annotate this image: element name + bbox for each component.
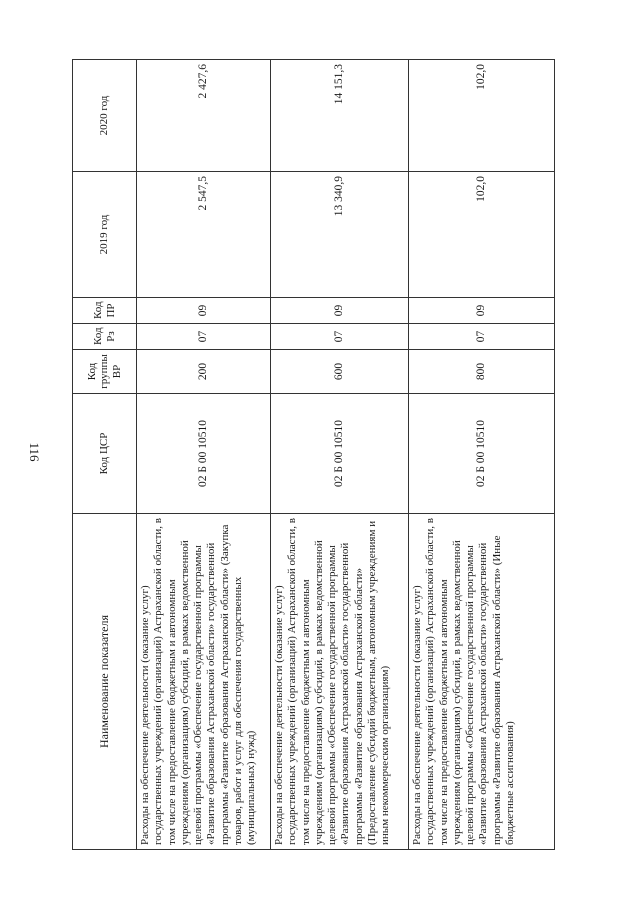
row-name: Расходы на обеспечение деятельности (оказание услуг) государственных учреждений (организаций) Астраханской области, в том числе на предоставление бюджетным и автономным учреждениям (организациям) субсидий, в рамках ведомственной целевой программы «Обеспечение государственной программы «Развитие образования Астраханской области» государственной программы «Развитие образования Астраханской области» (Иные бюджетные ассигнования) bbox=[409, 514, 555, 850]
row-2020: 102,0 bbox=[409, 60, 555, 172]
table-row bbox=[409, 60, 555, 850]
row-rz: 07 bbox=[271, 324, 409, 350]
header-2020: 2020 год bbox=[73, 60, 137, 172]
row-2020: 14 151,3 bbox=[271, 60, 409, 172]
row-2019: 13 340,9 bbox=[271, 172, 409, 298]
rotated-table-container bbox=[72, 60, 554, 850]
row-2019: 102,0 bbox=[409, 172, 555, 298]
row-2020: 2 427,6 bbox=[137, 60, 271, 172]
row-2019: 2 547,5 bbox=[137, 172, 271, 298]
row-csr: 02 Б 00 10510 bbox=[271, 394, 409, 514]
row-name: Расходы на обеспечение деятельности (оказание услуг) государственных учреждений (организаций) Астраханской области, в том числе на предоставление бюджетным и автономным учреждениям (организациям) субсидий, в рамках ведомственной целевой программы «Обеспечение государственной программы «Развитие образования Астраханской области» государственной программы «Развитие образования Астраханской области» (Закупка товаров, работ и услуг для обеспечения государственных (муниципальных) нужд) bbox=[137, 514, 271, 850]
header-vr: Код группы ВР bbox=[73, 350, 137, 394]
header-2019: 2019 год bbox=[73, 172, 137, 298]
row-csr: 02 Б 00 10510 bbox=[137, 394, 271, 514]
table-row bbox=[271, 60, 409, 850]
row-pr: 09 bbox=[409, 298, 555, 324]
row-name: Расходы на обеспечение деятельности (оказание услуг) государственных учреждений (организаций) Астраханской области, в том числе на предоставление бюджетным и автономным учреждениям (организациям) субсидий, в рамках ведомственной целевой программы «Обеспечение государственной программы «Развитие образования Астраханской области» государственной программы «Развитие образования Астраханской области» (Предоставление субсидий бюджетным, автономным учреждениям и иным некоммерческим организациям) bbox=[271, 514, 409, 850]
header-csr: Код ЦСР bbox=[73, 394, 137, 514]
row-rz: 07 bbox=[137, 324, 271, 350]
row-pr: 09 bbox=[137, 298, 271, 324]
table-row bbox=[137, 60, 271, 850]
header-rz: Код Рз bbox=[73, 324, 137, 350]
row-vr: 200 bbox=[137, 350, 271, 394]
header-pr: Код ПР bbox=[73, 298, 137, 324]
budget-table bbox=[72, 59, 555, 850]
row-pr: 09 bbox=[271, 298, 409, 324]
header-name: Наименование показателя bbox=[73, 514, 137, 850]
row-vr: 800 bbox=[409, 350, 555, 394]
page-number: 116 bbox=[27, 442, 42, 462]
header-row bbox=[73, 60, 137, 850]
row-rz: 07 bbox=[409, 324, 555, 350]
row-vr: 600 bbox=[271, 350, 409, 394]
row-csr: 02 Б 00 10510 bbox=[409, 394, 555, 514]
